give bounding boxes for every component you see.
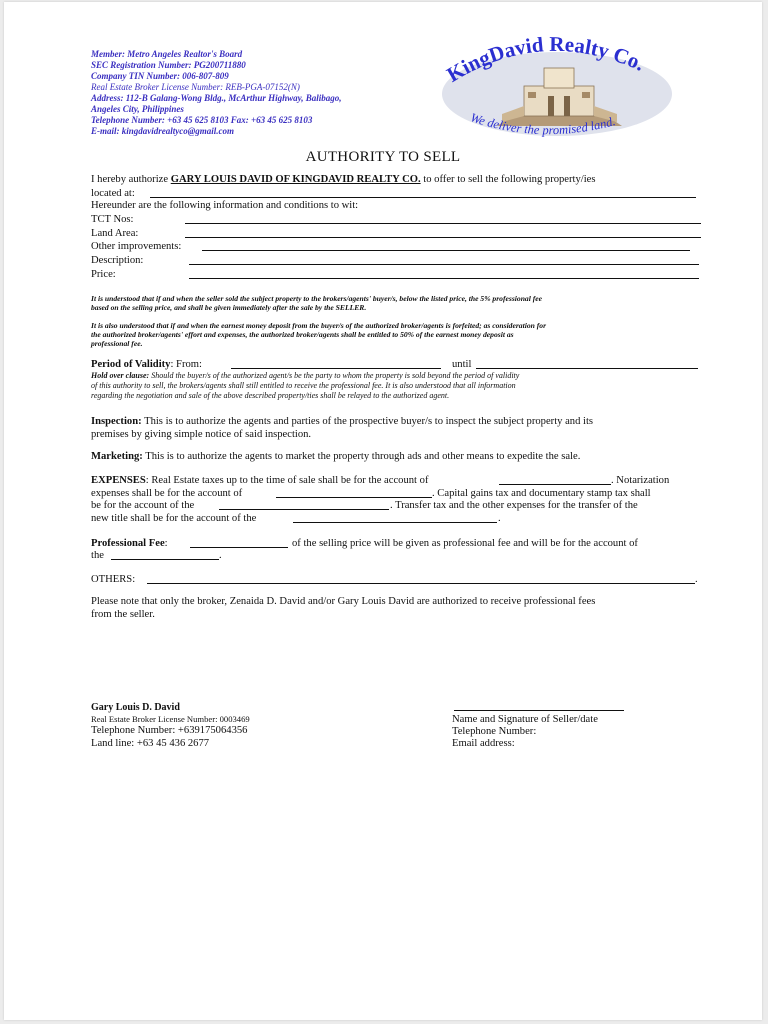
holdover-text1: Should the buyer/s of the authorized agent/s be the party to whom the property is sold beyond the period of validity (151, 371, 520, 380)
others-end: . (695, 574, 698, 585)
expenses-capital-gains-blank[interactable] (219, 509, 389, 510)
expenses-line2b: . Capital gains tax and documentary stamp tax shall (432, 488, 651, 499)
header-phone-fax: Telephone Number: +63 45 625 8103 Fax: +63 45 625 8103 (91, 115, 313, 125)
header-member: Member: Metro Angeles Realtor's Board (91, 49, 243, 59)
profee-account-blank[interactable] (111, 559, 219, 560)
expenses-line3b: . Transfer tax and the other expenses for the transfer of the (390, 500, 638, 511)
header-sec: SEC Registration Number: PG200711880 (91, 60, 246, 70)
broker-landline: Land line: +63 45 436 2677 (91, 738, 210, 749)
marketing-text: This is to authorize the agents to market the property through ads and other means to expedite the sale. (145, 451, 581, 462)
description-label: Description: (91, 255, 144, 266)
closing-line1: Please note that only the broker, Zenaida D. David and/or Gary Louis David are authorized to receive professional fees (91, 596, 596, 607)
inspection-line2: premises by giving simple notice of said inspection. (91, 429, 312, 440)
kingdavid-logo (432, 26, 682, 144)
header-address: Address: 112-B Galang-Wong Bldg., McArthur Highway, Balibago, (91, 93, 342, 103)
holdover-line3: regarding the negotiation and sale of the above described property/ties shall be relayed to the authorized agent. (91, 391, 450, 400)
seller-signature-label: Name and Signature of Seller/date (452, 714, 598, 725)
land-area-blank[interactable] (185, 237, 701, 238)
logo-name: KingDavid Realty Co. (442, 31, 649, 87)
marketing-line (91, 450, 580, 463)
others-label: OTHERS: (91, 574, 136, 585)
description-blank[interactable] (189, 264, 699, 265)
inspection-text1: This is to authorize the agents and parties of the prospective buyer/s to inspect the subject property and its (144, 416, 594, 427)
profee-label: Professional Fee (91, 538, 165, 549)
broker-signature-name: Gary Louis D. David (91, 702, 180, 713)
broker-telephone: Telephone Number: +639175064356 (91, 725, 248, 736)
profee-line1: of the selling price will be given as professional fee and will be for the account of (292, 538, 638, 549)
validity-from-blank[interactable] (231, 368, 441, 369)
header-license: Real Estate Broker License Number: REB-PGA-07152(N) (91, 82, 300, 92)
broker-license: Real Estate Broker License Number: 0003469 (91, 714, 250, 724)
marketing-label: Marketing: (91, 451, 143, 462)
expenses-line4: new title shall be for the account of the (91, 513, 257, 524)
price-label: Price: (91, 269, 116, 280)
expenses-line3a: be for the account of the (91, 500, 195, 511)
expenses-line1 (91, 474, 428, 487)
header-tin: Company TIN Number: 006-807-809 (91, 71, 229, 81)
improvements-blank[interactable] (202, 250, 690, 251)
intro-prefix: I hereby authorize (91, 174, 169, 185)
validity-until-blank[interactable] (476, 368, 698, 369)
holdover-line2: of this authority to sell, the brokers/agents shall still entitled to receive the professional fee. It is also understood that all information (91, 381, 516, 390)
header-email: E-mail: kingdavidrealtyco@gmail.com (91, 126, 234, 136)
note2-line2: the authorized broker/agents' effort and expenses, the authorized broker/agents shall be entitled to 50% of the earnest money deposit as (91, 330, 514, 339)
validity-until: until (452, 359, 472, 370)
intro-line (91, 173, 596, 186)
profee-colon: : (164, 538, 168, 549)
holdover-label: Hold over clause: (91, 371, 150, 380)
inspection-line1 (91, 415, 593, 428)
expenses-transfer-blank[interactable] (293, 522, 497, 523)
seller-telephone-label: Telephone Number: (452, 726, 537, 737)
expenses-label: EXPENSES (91, 475, 146, 486)
validity-from: : From: (170, 359, 202, 370)
expenses-taxes-blank[interactable] (499, 484, 611, 485)
note2-line1: It is also understood that if and when the earnest money deposit from the buyer/s of the authorized broker/agents is forfeited; as consideration for (91, 321, 547, 330)
holdover-line1 (91, 371, 519, 381)
tct-blank[interactable] (185, 223, 701, 224)
validity-line (91, 358, 202, 371)
seller-email-label: Email address: (452, 738, 515, 749)
expenses-line2a: expenses shall be for the account of (91, 488, 243, 499)
price-blank[interactable] (189, 278, 699, 279)
profee-line2b: . (219, 550, 222, 561)
profee-line2a: the (91, 550, 104, 561)
expenses-notarization-blank[interactable] (276, 497, 432, 498)
logo-tagline: We deliver the promised land. (468, 110, 617, 138)
document-title: AUTHORITY TO SELL (305, 149, 461, 165)
intro-suffix: to offer to sell the following property/ies (423, 174, 596, 185)
broker-name: GARY LOUIS DAVID OF KINGDAVID REALTY CO. (170, 174, 421, 185)
document-page (4, 2, 762, 1020)
land-area-label: Land Area: (91, 228, 139, 239)
expenses-line4-end: . (498, 513, 501, 524)
tct-label: TCT Nos: (91, 214, 134, 225)
hereunder-text: Hereunder are the following information and conditions to wit: (91, 200, 359, 211)
location-blank[interactable] (150, 197, 696, 198)
located-label: located at: (91, 188, 135, 199)
expenses-line1-end: . Notarization (611, 475, 670, 486)
note1-line2: based on the selling price, and shall be given immediately after the sale by the SELLER. (91, 303, 367, 312)
note1-line1: It is understood that if and when the seller sold the subject property to the brokers/agents' buyer/s, below the listed price, the 5% professional fee (91, 294, 542, 303)
header-city: Angeles City, Philippines (91, 104, 184, 114)
expenses-text1: : Real Estate taxes up to the time of sale shall be for the account of (145, 475, 429, 486)
closing-line2: from the seller. (91, 609, 155, 620)
validity-label: Period of Validity (91, 359, 171, 370)
seller-signature-blank[interactable] (454, 710, 624, 711)
inspection-label: Inspection: (91, 416, 142, 427)
note2-line3: professional fee. (91, 339, 143, 348)
others-blank[interactable] (147, 583, 695, 584)
profee-percent-blank[interactable] (190, 547, 288, 548)
improvements-label: Other improvements: (91, 241, 182, 252)
